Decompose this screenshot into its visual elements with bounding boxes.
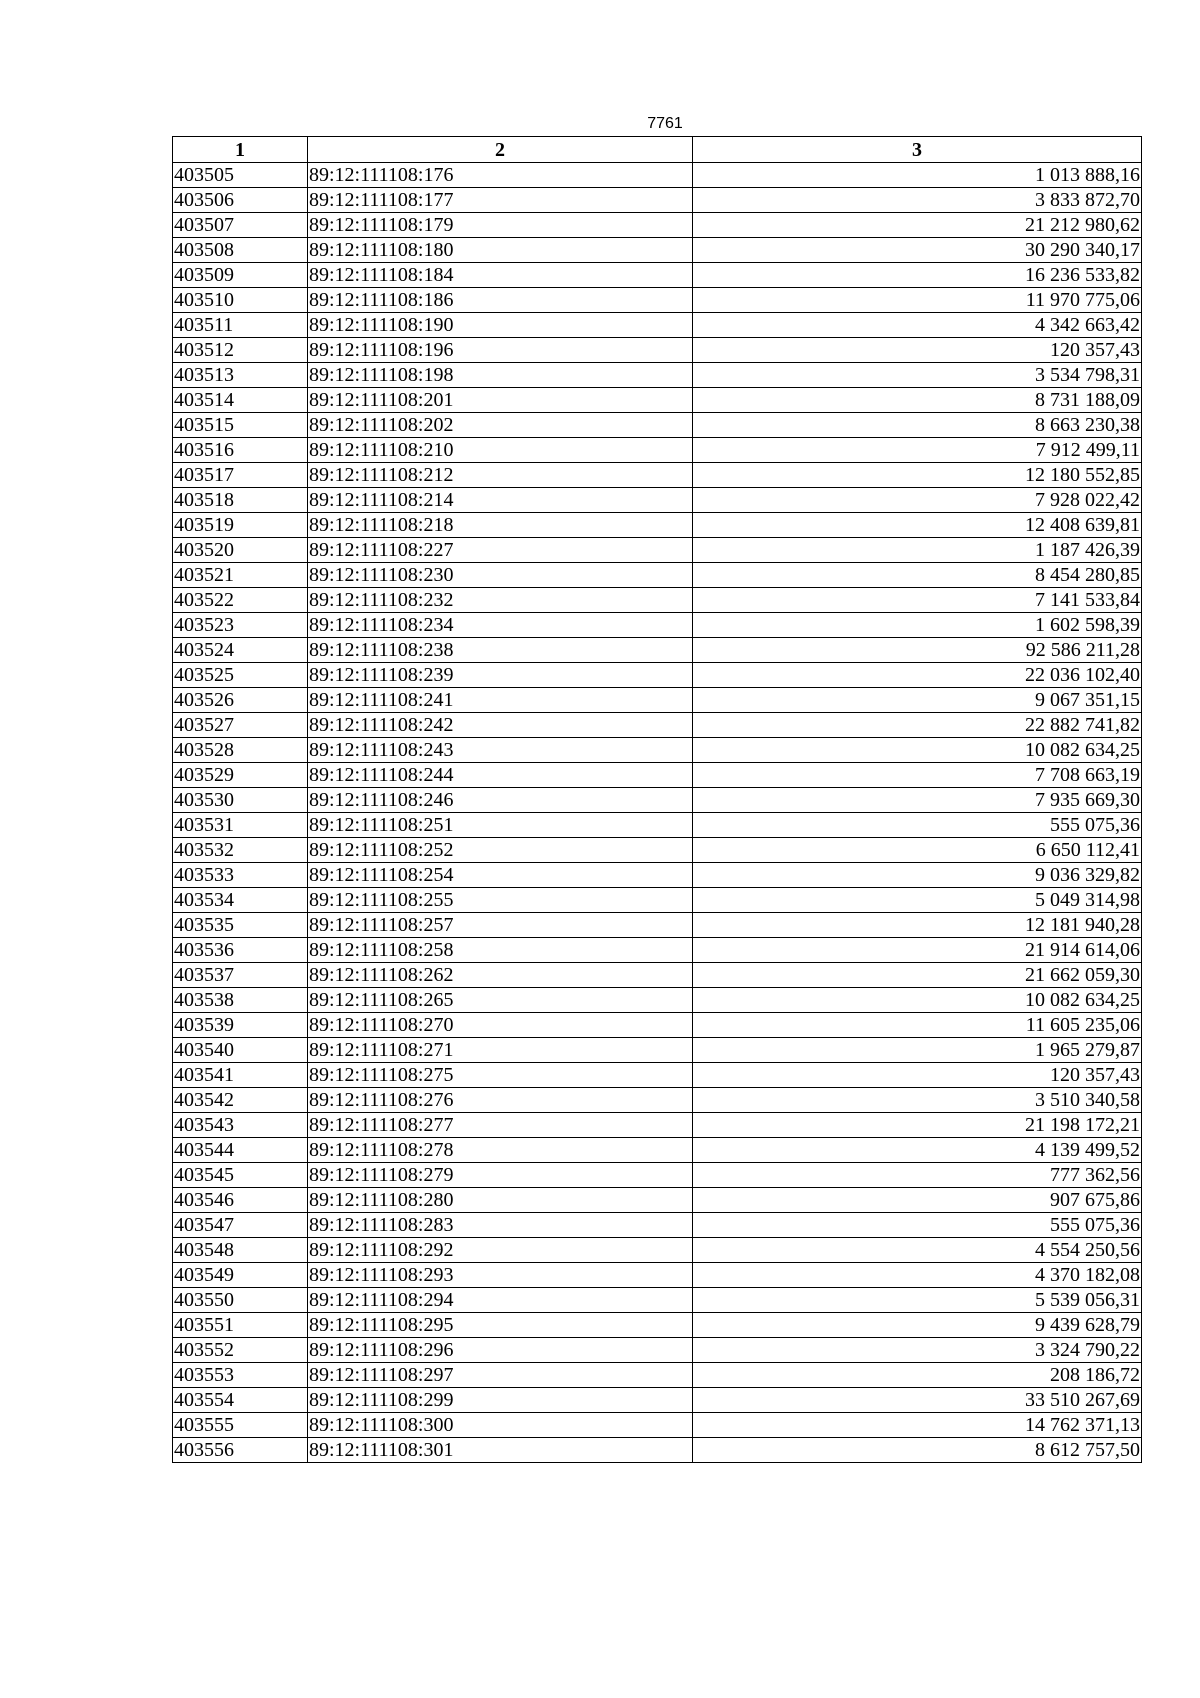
cadastral-number-cell: 89:12:111108:278: [308, 1138, 693, 1163]
cadastral-number-cell: 89:12:111108:265: [308, 988, 693, 1013]
table-row: [173, 1213, 1142, 1238]
row-id-cell: 403515: [173, 413, 308, 438]
table-row: [173, 463, 1142, 488]
value-cell: 9 439 628,79: [693, 1313, 1142, 1338]
cadastral-number-cell: 89:12:111108:296: [308, 1338, 693, 1363]
cadastral-number-cell: 89:12:111108:275: [308, 1063, 693, 1088]
value-cell: 1 965 279,87: [693, 1038, 1142, 1063]
table-row: [173, 313, 1142, 338]
value-cell: 30 290 340,17: [693, 238, 1142, 263]
row-id-cell: 403552: [173, 1338, 308, 1363]
row-id-cell: 403523: [173, 613, 308, 638]
table-row: [173, 1413, 1142, 1438]
value-cell: 6 650 112,41: [693, 838, 1142, 863]
cadastral-number-cell: 89:12:111108:212: [308, 463, 693, 488]
row-id-cell: 403548: [173, 1238, 308, 1263]
table-row: [173, 613, 1142, 638]
table-row: [173, 1063, 1142, 1088]
row-id-cell: 403553: [173, 1363, 308, 1388]
row-id-cell: 403554: [173, 1388, 308, 1413]
cadastral-number-cell: 89:12:111108:241: [308, 688, 693, 713]
row-id-cell: 403505: [173, 163, 308, 188]
row-id-cell: 403518: [173, 488, 308, 513]
value-cell: 21 662 059,30: [693, 963, 1142, 988]
cadastral-number-cell: 89:12:111108:246: [308, 788, 693, 813]
value-cell: 777 362,56: [693, 1163, 1142, 1188]
cadastral-number-cell: 89:12:111108:180: [308, 238, 693, 263]
cadastral-number-cell: 89:12:111108:297: [308, 1363, 693, 1388]
cadastral-number-cell: 89:12:111108:293: [308, 1263, 693, 1288]
row-id-cell: 403539: [173, 1013, 308, 1038]
value-cell: 11 605 235,06: [693, 1013, 1142, 1038]
cadastral-number-cell: 89:12:111108:270: [308, 1013, 693, 1038]
value-cell: 7 912 499,11: [693, 438, 1142, 463]
cadastral-number-cell: 89:12:111108:201: [308, 388, 693, 413]
row-id-cell: 403556: [173, 1438, 308, 1463]
row-id-cell: 403526: [173, 688, 308, 713]
cadastral-number-cell: 89:12:111108:257: [308, 913, 693, 938]
value-cell: 11 970 775,06: [693, 288, 1142, 313]
table-row: [173, 763, 1142, 788]
table-row: [173, 1313, 1142, 1338]
table-row: [173, 688, 1142, 713]
value-cell: 555 075,36: [693, 1213, 1142, 1238]
cadastral-number-cell: 89:12:111108:271: [308, 1038, 693, 1063]
table-row: [173, 188, 1142, 213]
value-cell: 8 454 280,85: [693, 563, 1142, 588]
table-body: [173, 163, 1142, 1463]
cadastral-number-cell: 89:12:111108:198: [308, 363, 693, 388]
cadastral-number-cell: 89:12:111108:252: [308, 838, 693, 863]
row-id-cell: 403549: [173, 1263, 308, 1288]
row-id-cell: 403555: [173, 1413, 308, 1438]
table-row: [173, 1288, 1142, 1313]
value-cell: 12 181 940,28: [693, 913, 1142, 938]
cadastral-number-cell: 89:12:111108:186: [308, 288, 693, 313]
cadastral-number-cell: 89:12:111108:280: [308, 1188, 693, 1213]
cadastral-number-cell: 89:12:111108:300: [308, 1413, 693, 1438]
row-id-cell: 403536: [173, 938, 308, 963]
row-id-cell: 403512: [173, 338, 308, 363]
cadastral-number-cell: 89:12:111108:295: [308, 1313, 693, 1338]
cadastral-number-cell: 89:12:111108:254: [308, 863, 693, 888]
cadastral-number-cell: 89:12:111108:184: [308, 263, 693, 288]
row-id-cell: 403534: [173, 888, 308, 913]
value-cell: 22 882 741,82: [693, 713, 1142, 738]
table-header: [173, 137, 1142, 163]
value-cell: 8 612 757,50: [693, 1438, 1142, 1463]
row-id-cell: 403546: [173, 1188, 308, 1213]
table-row: [173, 488, 1142, 513]
table-row: [173, 263, 1142, 288]
table-row: [173, 1263, 1142, 1288]
table-row: [173, 963, 1142, 988]
cadastral-number-cell: 89:12:111108:251: [308, 813, 693, 838]
cadastral-number-cell: 89:12:111108:242: [308, 713, 693, 738]
header-row: [173, 137, 1142, 163]
cadastral-number-cell: 89:12:111108:190: [308, 313, 693, 338]
cadastral-number-cell: 89:12:111108:262: [308, 963, 693, 988]
table-row: [173, 1113, 1142, 1138]
table-row: [173, 863, 1142, 888]
table-row: [173, 888, 1142, 913]
cadastral-number-cell: 89:12:111108:239: [308, 663, 693, 688]
row-id-cell: 403516: [173, 438, 308, 463]
value-cell: 1 187 426,39: [693, 538, 1142, 563]
row-id-cell: 403529: [173, 763, 308, 788]
value-cell: 3 534 798,31: [693, 363, 1142, 388]
cadastral-number-cell: 89:12:111108:214: [308, 488, 693, 513]
table-row: [173, 1388, 1142, 1413]
row-id-cell: 403535: [173, 913, 308, 938]
value-cell: 3 833 872,70: [693, 188, 1142, 213]
table-row: [173, 288, 1142, 313]
row-id-cell: 403521: [173, 563, 308, 588]
value-cell: 4 342 663,42: [693, 313, 1142, 338]
cadastral-number-cell: 89:12:111108:244: [308, 763, 693, 788]
row-id-cell: 403509: [173, 263, 308, 288]
column-header-1: 1: [173, 137, 308, 163]
row-id-cell: 403517: [173, 463, 308, 488]
value-cell: 92 586 211,28: [693, 638, 1142, 663]
value-cell: 8 663 230,38: [693, 413, 1142, 438]
cadastral-number-cell: 89:12:111108:176: [308, 163, 693, 188]
row-id-cell: 403547: [173, 1213, 308, 1238]
column-header-2: 2: [308, 137, 693, 163]
row-id-cell: 403542: [173, 1088, 308, 1113]
row-id-cell: 403551: [173, 1313, 308, 1338]
table-row: [173, 1138, 1142, 1163]
table-row: [173, 538, 1142, 563]
table-row: [173, 638, 1142, 663]
value-cell: 3 324 790,22: [693, 1338, 1142, 1363]
cadastral-number-cell: 89:12:111108:202: [308, 413, 693, 438]
value-cell: 5 049 314,98: [693, 888, 1142, 913]
value-cell: 9 067 351,15: [693, 688, 1142, 713]
row-id-cell: 403532: [173, 838, 308, 863]
row-id-cell: 403528: [173, 738, 308, 763]
table-row: [173, 1188, 1142, 1213]
table-row: [173, 413, 1142, 438]
value-cell: 3 510 340,58: [693, 1088, 1142, 1113]
cadastral-number-cell: 89:12:111108:230: [308, 563, 693, 588]
value-cell: 208 186,72: [693, 1363, 1142, 1388]
value-cell: 4 370 182,08: [693, 1263, 1142, 1288]
table-row: [173, 1363, 1142, 1388]
value-cell: 22 036 102,40: [693, 663, 1142, 688]
row-id-cell: 403543: [173, 1113, 308, 1138]
table-row: [173, 388, 1142, 413]
value-cell: 7 935 669,30: [693, 788, 1142, 813]
row-id-cell: 403525: [173, 663, 308, 688]
cadastral-number-cell: 89:12:111108:279: [308, 1163, 693, 1188]
cadastral-number-cell: 89:12:111108:179: [308, 213, 693, 238]
table-row: [173, 713, 1142, 738]
value-cell: 555 075,36: [693, 813, 1142, 838]
value-cell: 33 510 267,69: [693, 1388, 1142, 1413]
row-id-cell: 403527: [173, 713, 308, 738]
value-cell: 7 928 022,42: [693, 488, 1142, 513]
table-row: [173, 788, 1142, 813]
value-cell: 7 708 663,19: [693, 763, 1142, 788]
value-cell: 21 198 172,21: [693, 1113, 1142, 1138]
table-row: [173, 913, 1142, 938]
table-row: [173, 738, 1142, 763]
cadastral-number-cell: 89:12:111108:243: [308, 738, 693, 763]
row-id-cell: 403537: [173, 963, 308, 988]
cadastral-number-cell: 89:12:111108:227: [308, 538, 693, 563]
cadastral-number-cell: 89:12:111108:210: [308, 438, 693, 463]
cadastral-number-cell: 89:12:111108:234: [308, 613, 693, 638]
value-cell: 21 914 614,06: [693, 938, 1142, 963]
cadastral-number-cell: 89:12:111108:277: [308, 1113, 693, 1138]
table-row: [173, 1338, 1142, 1363]
cadastral-number-cell: 89:12:111108:276: [308, 1088, 693, 1113]
data-table: [172, 136, 1142, 1463]
cadastral-number-cell: 89:12:111108:299: [308, 1388, 693, 1413]
table-row: [173, 338, 1142, 363]
table-row: [173, 1163, 1142, 1188]
table-row: [173, 663, 1142, 688]
value-cell: 21 212 980,62: [693, 213, 1142, 238]
value-cell: 4 554 250,56: [693, 1238, 1142, 1263]
value-cell: 10 082 634,25: [693, 738, 1142, 763]
row-id-cell: 403520: [173, 538, 308, 563]
cadastral-number-cell: 89:12:111108:294: [308, 1288, 693, 1313]
row-id-cell: 403530: [173, 788, 308, 813]
table-row: [173, 988, 1142, 1013]
table-row: [173, 1238, 1142, 1263]
table-row: [173, 1038, 1142, 1063]
value-cell: 1 602 598,39: [693, 613, 1142, 638]
value-cell: 907 675,86: [693, 1188, 1142, 1213]
cadastral-number-cell: 89:12:111108:255: [308, 888, 693, 913]
row-id-cell: 403519: [173, 513, 308, 538]
table-row: [173, 813, 1142, 838]
value-cell: 5 539 056,31: [693, 1288, 1142, 1313]
row-id-cell: 403510: [173, 288, 308, 313]
cadastral-number-cell: 89:12:111108:283: [308, 1213, 693, 1238]
cadastral-number-cell: 89:12:111108:238: [308, 638, 693, 663]
row-id-cell: 403533: [173, 863, 308, 888]
value-cell: 10 082 634,25: [693, 988, 1142, 1013]
table-row: [173, 1088, 1142, 1113]
cadastral-number-cell: 89:12:111108:196: [308, 338, 693, 363]
cadastral-number-cell: 89:12:111108:258: [308, 938, 693, 963]
value-cell: 12 408 639,81: [693, 513, 1142, 538]
table-row: [173, 513, 1142, 538]
value-cell: 16 236 533,82: [693, 263, 1142, 288]
table-row: [173, 838, 1142, 863]
row-id-cell: 403507: [173, 213, 308, 238]
column-header-3: 3: [693, 137, 1142, 163]
cadastral-number-cell: 89:12:111108:292: [308, 1238, 693, 1263]
table-row: [173, 1013, 1142, 1038]
table-row: [173, 588, 1142, 613]
value-cell: 120 357,43: [693, 1063, 1142, 1088]
table-row: [173, 163, 1142, 188]
table-row: [173, 563, 1142, 588]
row-id-cell: 403522: [173, 588, 308, 613]
row-id-cell: 403541: [173, 1063, 308, 1088]
table-row: [173, 238, 1142, 263]
row-id-cell: 403550: [173, 1288, 308, 1313]
row-id-cell: 403545: [173, 1163, 308, 1188]
value-cell: 4 139 499,52: [693, 1138, 1142, 1163]
cadastral-number-cell: 89:12:111108:232: [308, 588, 693, 613]
row-id-cell: 403540: [173, 1038, 308, 1063]
value-cell: 9 036 329,82: [693, 863, 1142, 888]
row-id-cell: 403506: [173, 188, 308, 213]
value-cell: 14 762 371,13: [693, 1413, 1142, 1438]
value-cell: 1 013 888,16: [693, 163, 1142, 188]
table-row: [173, 1438, 1142, 1463]
value-cell: 12 180 552,85: [693, 463, 1142, 488]
table-row: [173, 363, 1142, 388]
page-number: 7761: [647, 115, 683, 132]
row-id-cell: 403531: [173, 813, 308, 838]
row-id-cell: 403524: [173, 638, 308, 663]
table-row: [173, 438, 1142, 463]
value-cell: 120 357,43: [693, 338, 1142, 363]
table-row: [173, 938, 1142, 963]
row-id-cell: 403514: [173, 388, 308, 413]
cadastral-number-cell: 89:12:111108:218: [308, 513, 693, 538]
value-cell: 8 731 188,09: [693, 388, 1142, 413]
row-id-cell: 403538: [173, 988, 308, 1013]
cadastral-number-cell: 89:12:111108:177: [308, 188, 693, 213]
row-id-cell: 403511: [173, 313, 308, 338]
table-row: [173, 213, 1142, 238]
value-cell: 7 141 533,84: [693, 588, 1142, 613]
row-id-cell: 403513: [173, 363, 308, 388]
cadastral-number-cell: 89:12:111108:301: [308, 1438, 693, 1463]
row-id-cell: 403508: [173, 238, 308, 263]
row-id-cell: 403544: [173, 1138, 308, 1163]
